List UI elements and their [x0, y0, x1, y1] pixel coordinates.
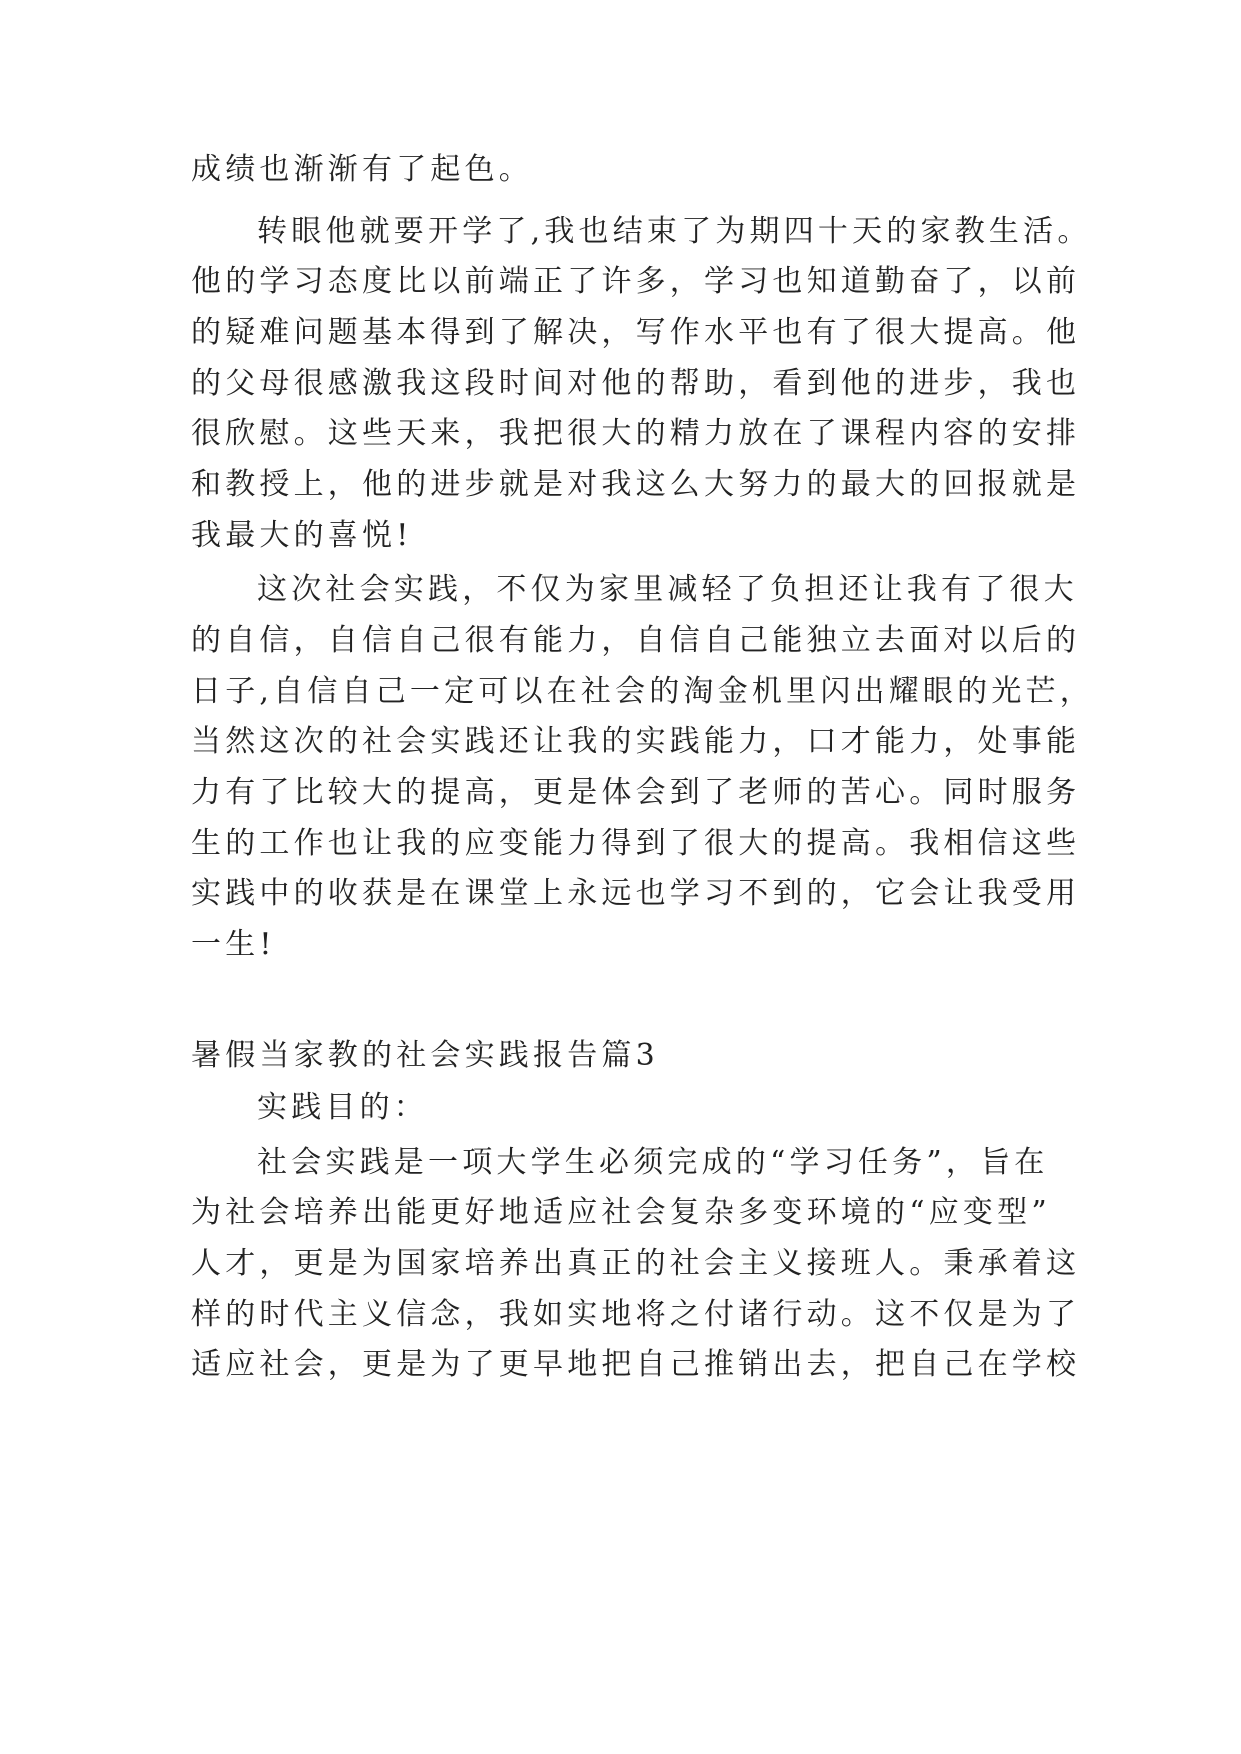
paragraph-line: 社会实践是一项大学生必须完成的“学习任务”，旨在	[257, 1145, 1049, 1180]
paragraph-line: 人才，更是为国家培养出真正的社会主义接班人。秉承着这	[191, 1246, 1081, 1281]
paragraph-line: 和教授上，他的进步就是对我这么大努力的最大的回报就是	[191, 467, 1081, 502]
paragraph-line: 成绩也渐渐有了起色。	[191, 152, 533, 187]
paragraph-line: 他的学习态度比以前端正了许多，学习也知道勤奋了，以前	[191, 264, 1081, 299]
paragraph-line: 生的工作也让我的应变能力得到了很大的提高。我相信这些	[191, 826, 1081, 861]
paragraph-line: 转眼他就要开学了,我也结束了为期四十天的家教生活。	[257, 214, 1092, 249]
paragraph-line: 很欣慰。这些天来，我把很大的精力放在了课程内容的安排	[191, 416, 1081, 451]
paragraph-line: 一生!	[191, 927, 276, 962]
paragraph-line: 为社会培养出能更好地适应社会复杂多变环境的“应变型”	[191, 1195, 1051, 1230]
paragraph-line: 的疑难问题基本得到了解决，写作水平也有了很大提高。他	[191, 315, 1081, 350]
paragraph-line: 的父母很感激我这段时间对他的帮助，看到他的进步，我也	[191, 366, 1081, 401]
paragraph-line: 样的时代主义信念，我如实地将之付诸行动。这不仅是为了	[191, 1297, 1081, 1332]
paragraph-line: 适应社会，更是为了更早地把自己推销出去，把自己在学校	[191, 1347, 1081, 1382]
paragraph-line: 我最大的喜悦!	[191, 518, 413, 553]
paragraph-line: 当然这次的社会实践还让我的实践能力，口才能力，处事能	[191, 724, 1081, 759]
paragraph-line: 日子,自信自己一定可以在社会的淘金机里闪出耀眼的光芒，	[191, 674, 1094, 709]
paragraph-line: 力有了比较大的提高，更是体会到了老师的苦心。同时服务	[191, 775, 1081, 810]
paragraph-line: 这次社会实践，不仅为家里减轻了负担还让我有了很大	[257, 572, 1078, 607]
paragraph-line: 的自信，自信自己很有能力，自信自己能独立去面对以后的	[191, 623, 1081, 658]
paragraph-line: 实践中的收获是在课堂上永远也学习不到的，它会让我受用	[191, 876, 1081, 911]
paragraph-line: 实践目的：	[257, 1090, 428, 1125]
section-heading: 暑假当家教的社会实践报告篇3	[191, 1038, 659, 1073]
